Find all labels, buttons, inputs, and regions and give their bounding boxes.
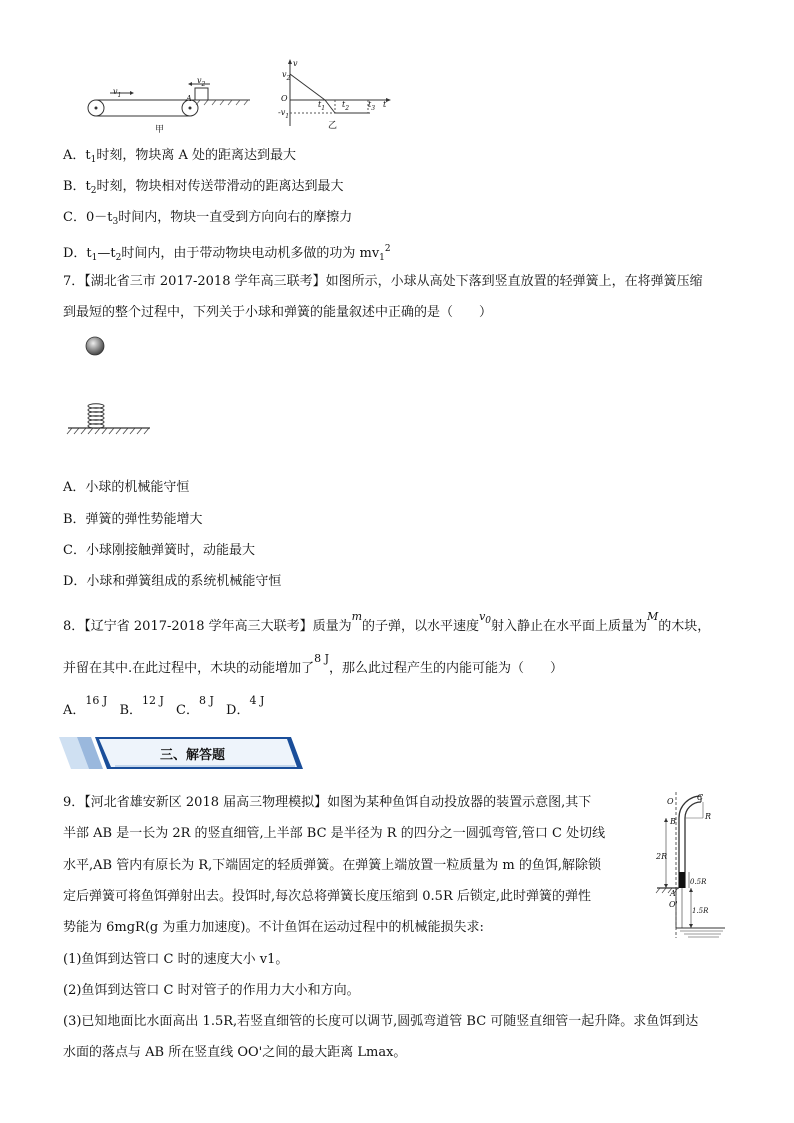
fig9-05r: 0.5R xyxy=(690,878,707,886)
fig-yi-v-axis: v xyxy=(293,59,298,68)
q6-option-b: B．$t_2$时刻，物块相对传送带滑动的距离达到最大 xyxy=(63,179,344,196)
fig-yi-v2: $v_2$ xyxy=(282,70,291,82)
fig-jia-caption: 甲 xyxy=(155,125,165,135)
q6-option-a: A．$t_1$时刻，物块离 A 处的距离达到最大 xyxy=(63,148,297,165)
ball-icon xyxy=(86,337,104,355)
fig-yi-t2: $t_2$ xyxy=(342,100,350,112)
q7-stem-line2: 到最短的整个过程中，下列关于小球和弹簧的能量叙述中正确的是（ ） xyxy=(63,305,493,320)
q9-part-1: (1)鱼饵到达管口 C 时的速度大小 v1。 xyxy=(63,952,289,967)
fig-jia-v2: $v_2$ xyxy=(197,76,206,88)
fig9-a: A xyxy=(670,889,676,898)
fig9-o: O xyxy=(667,797,674,806)
fig-yi-t-axis: t xyxy=(383,100,387,109)
q9-stem-line3: 水平,AB 管内有原长为 R,下端固定的轻质弹簧。在弹簧上端放置一粒质量为 m 的鱼饵,解除锁 xyxy=(63,858,601,873)
section-title: 三、解答题 xyxy=(160,748,226,763)
q9-part-3-line2: 水面的落点与 AB 所在竖直线 OO'之间的最大距离 Lmax。 xyxy=(63,1045,407,1060)
q7-stem-line1: 7．【湖北省三市 2017-2018 学年高三联考】如图所示，小球从高处下落到竖直放置的轻弹簧上，在将弹簧压缩 xyxy=(63,274,703,289)
q8-options: A．$^{16 J}$ B．$^{12 J}$ C．$^{8 J}$ D．$^{4 J}$ xyxy=(63,694,265,718)
q9-stem-line4: 定后弹簧可将鱼饵弹射出去。投饵时,每次总将弹簧长度压缩到 0.5R 后锁定,此时弹簧的弹性 xyxy=(63,889,591,904)
fig9-2r: 2R xyxy=(656,852,668,861)
q7-option-b: B．弹簧的弹性势能增大 xyxy=(63,512,203,527)
fig-jia-a: A xyxy=(186,94,192,103)
fig-yi-caption: 乙 xyxy=(328,121,338,131)
fig9-r: R xyxy=(705,812,712,821)
q9-stem-line1: 9．【河北省雄安新区 2018 届高三物理模拟】如图为某种鱼饵自动投放器的装置示意图,其下 xyxy=(63,795,592,810)
fig-yi-t1: $t_1$ xyxy=(318,100,326,112)
q8-stem-line1: 8．【辽宁省 2017-2018 学年高三大联考】质量为$^m$的子弹，以水平速度$^{v_0}$射入静止在水平面上质量为$^M$的木块， xyxy=(63,610,711,634)
fig-yi-t3: $t_3$ xyxy=(368,100,376,112)
fig9-o-prime: O' xyxy=(669,900,678,909)
q9-part-2: (2)鱼饵到达管口 C 时对管子的作用力大小和方向。 xyxy=(63,983,360,998)
q9-stem-line2: 半部 AB 是一长为 2R 的竖直细管,上半部 BC 是半径为 R 的四分之一圆弧弯管,管口 C 处切线 xyxy=(63,826,606,841)
q9-stem-line5: 势能为 6mgR(g 为重力加速度)。不计鱼饵在运动过程中的机械能损失求: xyxy=(63,920,484,935)
q9-part-3-line1: (3)已知地面比水面高出 1.5R,若竖直细管的长度可以调节,圆弧弯道管 BC 可随竖直细管一起升降。求鱼饵到达 xyxy=(63,1014,699,1029)
fig-jia-v1: $v_1$ xyxy=(113,87,122,99)
ball-spring-figure xyxy=(66,334,166,436)
fig-yi-origin: O xyxy=(281,94,288,103)
q6-option-c: C．$0-t_3$时间内，物块一直受到方向向右的摩擦力 xyxy=(63,210,353,227)
q7-option-a: A．小球的机械能守恒 xyxy=(63,480,190,495)
fig9-15r: 1.5R xyxy=(692,907,709,915)
conveyor-figure xyxy=(82,78,252,130)
q7-option-d: D．小球和弹簧组成的系统机械能守恒 xyxy=(63,574,282,589)
fig9-b: B xyxy=(670,817,676,826)
q8-stem-line2: 并留在其中.在此过程中，木块的动能增加了$^{8 J}$，那么此过程产生的内能可能为（ ） xyxy=(63,652,564,676)
fig9-c: C xyxy=(697,793,704,802)
q7-option-c: C．小球刚接触弹簧时，动能最大 xyxy=(63,543,255,558)
q6-option-d: D．$t_1—t_2$时间内，由于带动物块电动机多做的功为 $mv_1^2$ xyxy=(63,244,391,263)
fig-yi-neg-v1: $-v_1$ xyxy=(278,108,290,120)
